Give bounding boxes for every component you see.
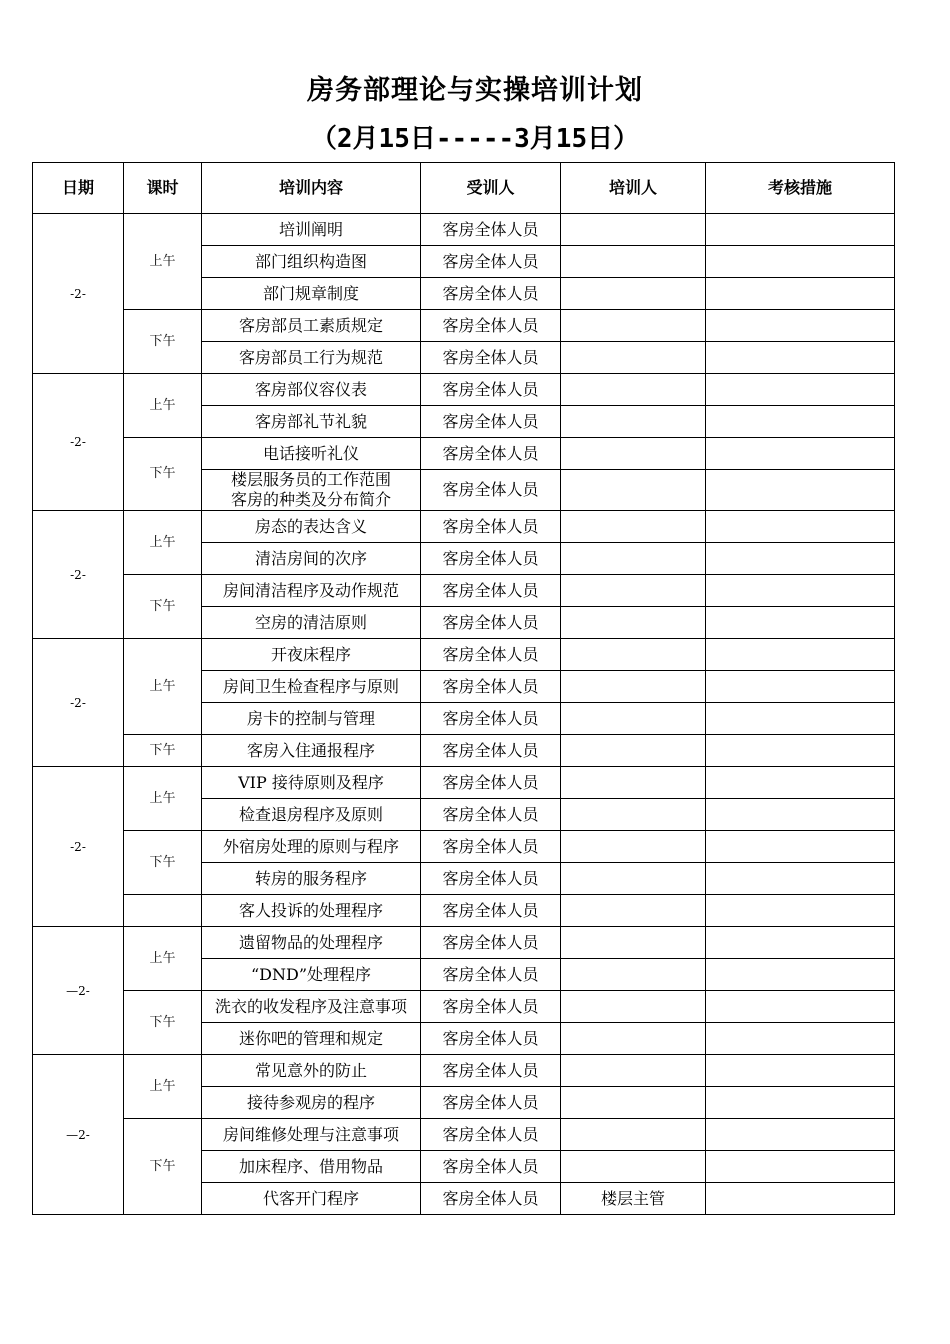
assessment-cell [706,767,895,799]
session-cell: 下午 [124,438,202,511]
table-row [33,374,895,406]
trainer-cell [561,543,706,575]
trainee-cell: 客房全体人员 [421,799,561,831]
date-cell: —2- [33,927,124,1055]
date-cell: -2- [33,511,124,639]
assessment-cell [706,735,895,767]
trainee-cell: 客房全体人员 [421,406,561,438]
table-row [33,511,895,543]
assessment-cell [706,342,895,374]
trainer-cell [561,735,706,767]
trainee-cell: 客房全体人员 [421,278,561,310]
assessment-cell [706,927,895,959]
trainer-cell [561,607,706,639]
content-cell: “DND”处理程序 [202,959,421,991]
trainee-cell: 客房全体人员 [421,470,561,511]
column-header-session: 课时 [124,163,202,214]
content-line: 楼层服务员的工作范围 [230,470,391,489]
trainee-cell: 客房全体人员 [421,342,561,374]
trainer-cell [561,895,706,927]
trainee-cell: 客房全体人员 [421,671,561,703]
session-cell: 上午 [124,927,202,991]
table-row [33,1055,895,1087]
trainee-cell: 客房全体人员 [421,246,561,278]
content-cell: 部门规章制度 [202,278,421,310]
trainer-cell [561,1151,706,1183]
trainer-cell [561,639,706,671]
trainer-cell [561,831,706,863]
trainer-cell [561,1023,706,1055]
date-cell: -2- [33,214,124,374]
content-cell: 转房的服务程序 [202,863,421,895]
trainee-cell: 客房全体人员 [421,1023,561,1055]
content-cell: 客房部仪容仪表 [202,374,421,406]
table-row [33,991,895,1023]
assessment-cell [706,895,895,927]
table-row [33,767,895,799]
content-cell: 迷你吧的管理和规定 [202,1023,421,1055]
content-cell: 外宿房处理的原则与程序 [202,831,421,863]
trainee-cell: 客房全体人员 [421,927,561,959]
assessment-cell [706,310,895,342]
content-cell: 清洁房间的次序 [202,543,421,575]
trainee-cell: 客房全体人员 [421,607,561,639]
session-cell: 下午 [124,991,202,1055]
assessment-cell [706,959,895,991]
column-header-trainer: 培训人 [561,163,706,214]
assessment-cell [706,607,895,639]
trainee-cell: 客房全体人员 [421,511,561,543]
column-header-assessment: 考核措施 [706,163,895,214]
trainee-cell: 客房全体人员 [421,991,561,1023]
trainer-cell [561,799,706,831]
content-cell: 部门组织构造图 [202,246,421,278]
trainee-cell: 客房全体人员 [421,863,561,895]
table-row [33,214,895,246]
content-cell: 房间清洁程序及动作规范 [202,575,421,607]
session-cell: 上午 [124,1055,202,1119]
assessment-cell [706,1087,895,1119]
trainee-cell: 客房全体人员 [421,438,561,470]
assessment-cell [706,214,895,246]
content-cell [202,470,421,511]
session-cell: 上午 [124,767,202,831]
session-cell: 下午 [124,575,202,639]
trainee-cell: 客房全体人员 [421,767,561,799]
trainer-cell [561,406,706,438]
assessment-cell [706,639,895,671]
assessment-cell [706,511,895,543]
date-cell: -2- [33,374,124,511]
page-subtitle: （2月15日-----3月15日） [310,124,640,154]
trainer-cell [561,1087,706,1119]
trainer-cell: 楼层主管 [561,1183,706,1215]
assessment-cell [706,406,895,438]
trainee-cell: 客房全体人员 [421,831,561,863]
trainer-cell [561,863,706,895]
trainer-cell [561,470,706,511]
trainee-cell: 客房全体人员 [421,959,561,991]
trainer-cell [561,991,706,1023]
table-header-row [33,163,895,214]
content-cell: 客房部礼节礼貌 [202,406,421,438]
table-row [33,927,895,959]
table-row [33,831,895,863]
content-cell: 开夜床程序 [202,639,421,671]
content-cell: 代客开门程序 [202,1183,421,1215]
trainee-cell: 客房全体人员 [421,575,561,607]
trainer-cell [561,1055,706,1087]
content-line: 客房的种类及分布简介 [230,490,391,509]
session-cell: 上午 [124,511,202,575]
content-cell: 洗衣的收发程序及注意事项 [202,991,421,1023]
trainee-cell: 客房全体人员 [421,735,561,767]
session-cell: 上午 [124,214,202,310]
trainer-cell [561,1119,706,1151]
content-cell: 空房的清洁原则 [202,607,421,639]
assessment-cell [706,703,895,735]
session-cell [124,895,202,927]
trainer-cell [561,310,706,342]
content-cell: 房卡的控制与管理 [202,703,421,735]
assessment-cell [706,831,895,863]
trainee-cell: 客房全体人员 [421,703,561,735]
content-cell: 接待参观房的程序 [202,1087,421,1119]
trainer-cell [561,511,706,543]
trainer-cell [561,374,706,406]
trainer-cell [561,959,706,991]
trainer-cell [561,703,706,735]
trainer-cell [561,767,706,799]
assessment-cell [706,543,895,575]
trainee-cell: 客房全体人员 [421,895,561,927]
trainer-cell [561,342,706,374]
content-cell: 房态的表达含义 [202,511,421,543]
content-cell: 常见意外的防止 [202,1055,421,1087]
trainer-cell [561,278,706,310]
session-cell: 上午 [124,639,202,735]
assessment-cell [706,1183,895,1215]
trainer-cell [561,214,706,246]
assessment-cell [706,278,895,310]
content-cell: 客人投诉的处理程序 [202,895,421,927]
table-row [33,438,895,470]
trainee-cell: 客房全体人员 [421,214,561,246]
trainee-cell: 客房全体人员 [421,1119,561,1151]
assessment-cell [706,1023,895,1055]
trainee-cell: 客房全体人员 [421,1183,561,1215]
content-cell: 房间卫生检查程序与原则 [202,671,421,703]
table-row [33,575,895,607]
session-cell: 下午 [124,310,202,374]
table-row [33,639,895,671]
trainer-cell [561,438,706,470]
content-cell: 遗留物品的处理程序 [202,927,421,959]
trainer-cell [561,671,706,703]
assessment-cell [706,470,895,511]
column-header-content: 培训内容 [202,163,421,214]
content-cell: 客房部员工行为规范 [202,342,421,374]
table-row [33,1119,895,1151]
assessment-cell [706,374,895,406]
trainee-cell: 客房全体人员 [421,374,561,406]
session-cell: 下午 [124,831,202,895]
trainer-cell [561,927,706,959]
table-row [33,735,895,767]
content-cell: 客房入住通报程序 [202,735,421,767]
assessment-cell [706,575,895,607]
trainer-cell [561,246,706,278]
content-cell: 培训阐明 [202,214,421,246]
content-cell: 客房部员工素质规定 [202,310,421,342]
content-cell: 加床程序、借用物品 [202,1151,421,1183]
column-header-date: 日期 [33,163,124,214]
assessment-cell [706,991,895,1023]
trainee-cell: 客房全体人员 [421,1055,561,1087]
assessment-cell [706,863,895,895]
assessment-cell [706,671,895,703]
assessment-cell [706,246,895,278]
content-cell: 检查退房程序及原则 [202,799,421,831]
assessment-cell [706,438,895,470]
assessment-cell [706,1151,895,1183]
trainee-cell: 客房全体人员 [421,639,561,671]
column-header-trainee: 受训人 [421,163,561,214]
trainee-cell: 客房全体人员 [421,1151,561,1183]
trainee-cell: 客房全体人员 [421,1087,561,1119]
page-title: 房务部理论与实操培训计划 [307,75,643,106]
session-cell: 上午 [124,374,202,438]
table-row [33,310,895,342]
assessment-cell [706,1055,895,1087]
assessment-cell [706,1119,895,1151]
content-cell: 房间维修处理与注意事项 [202,1119,421,1151]
table-row [33,895,895,927]
date-cell: -2- [33,767,124,927]
date-cell: -2- [33,639,124,767]
trainee-cell: 客房全体人员 [421,310,561,342]
session-cell: 下午 [124,735,202,767]
content-cell: VIP 接待原则及程序 [202,767,421,799]
assessment-cell [706,799,895,831]
date-cell: —2- [33,1055,124,1215]
training-plan-table [32,162,895,1215]
session-cell: 下午 [124,1119,202,1215]
content-cell: 电话接听礼仪 [202,438,421,470]
trainee-cell: 客房全体人员 [421,543,561,575]
trainer-cell [561,575,706,607]
